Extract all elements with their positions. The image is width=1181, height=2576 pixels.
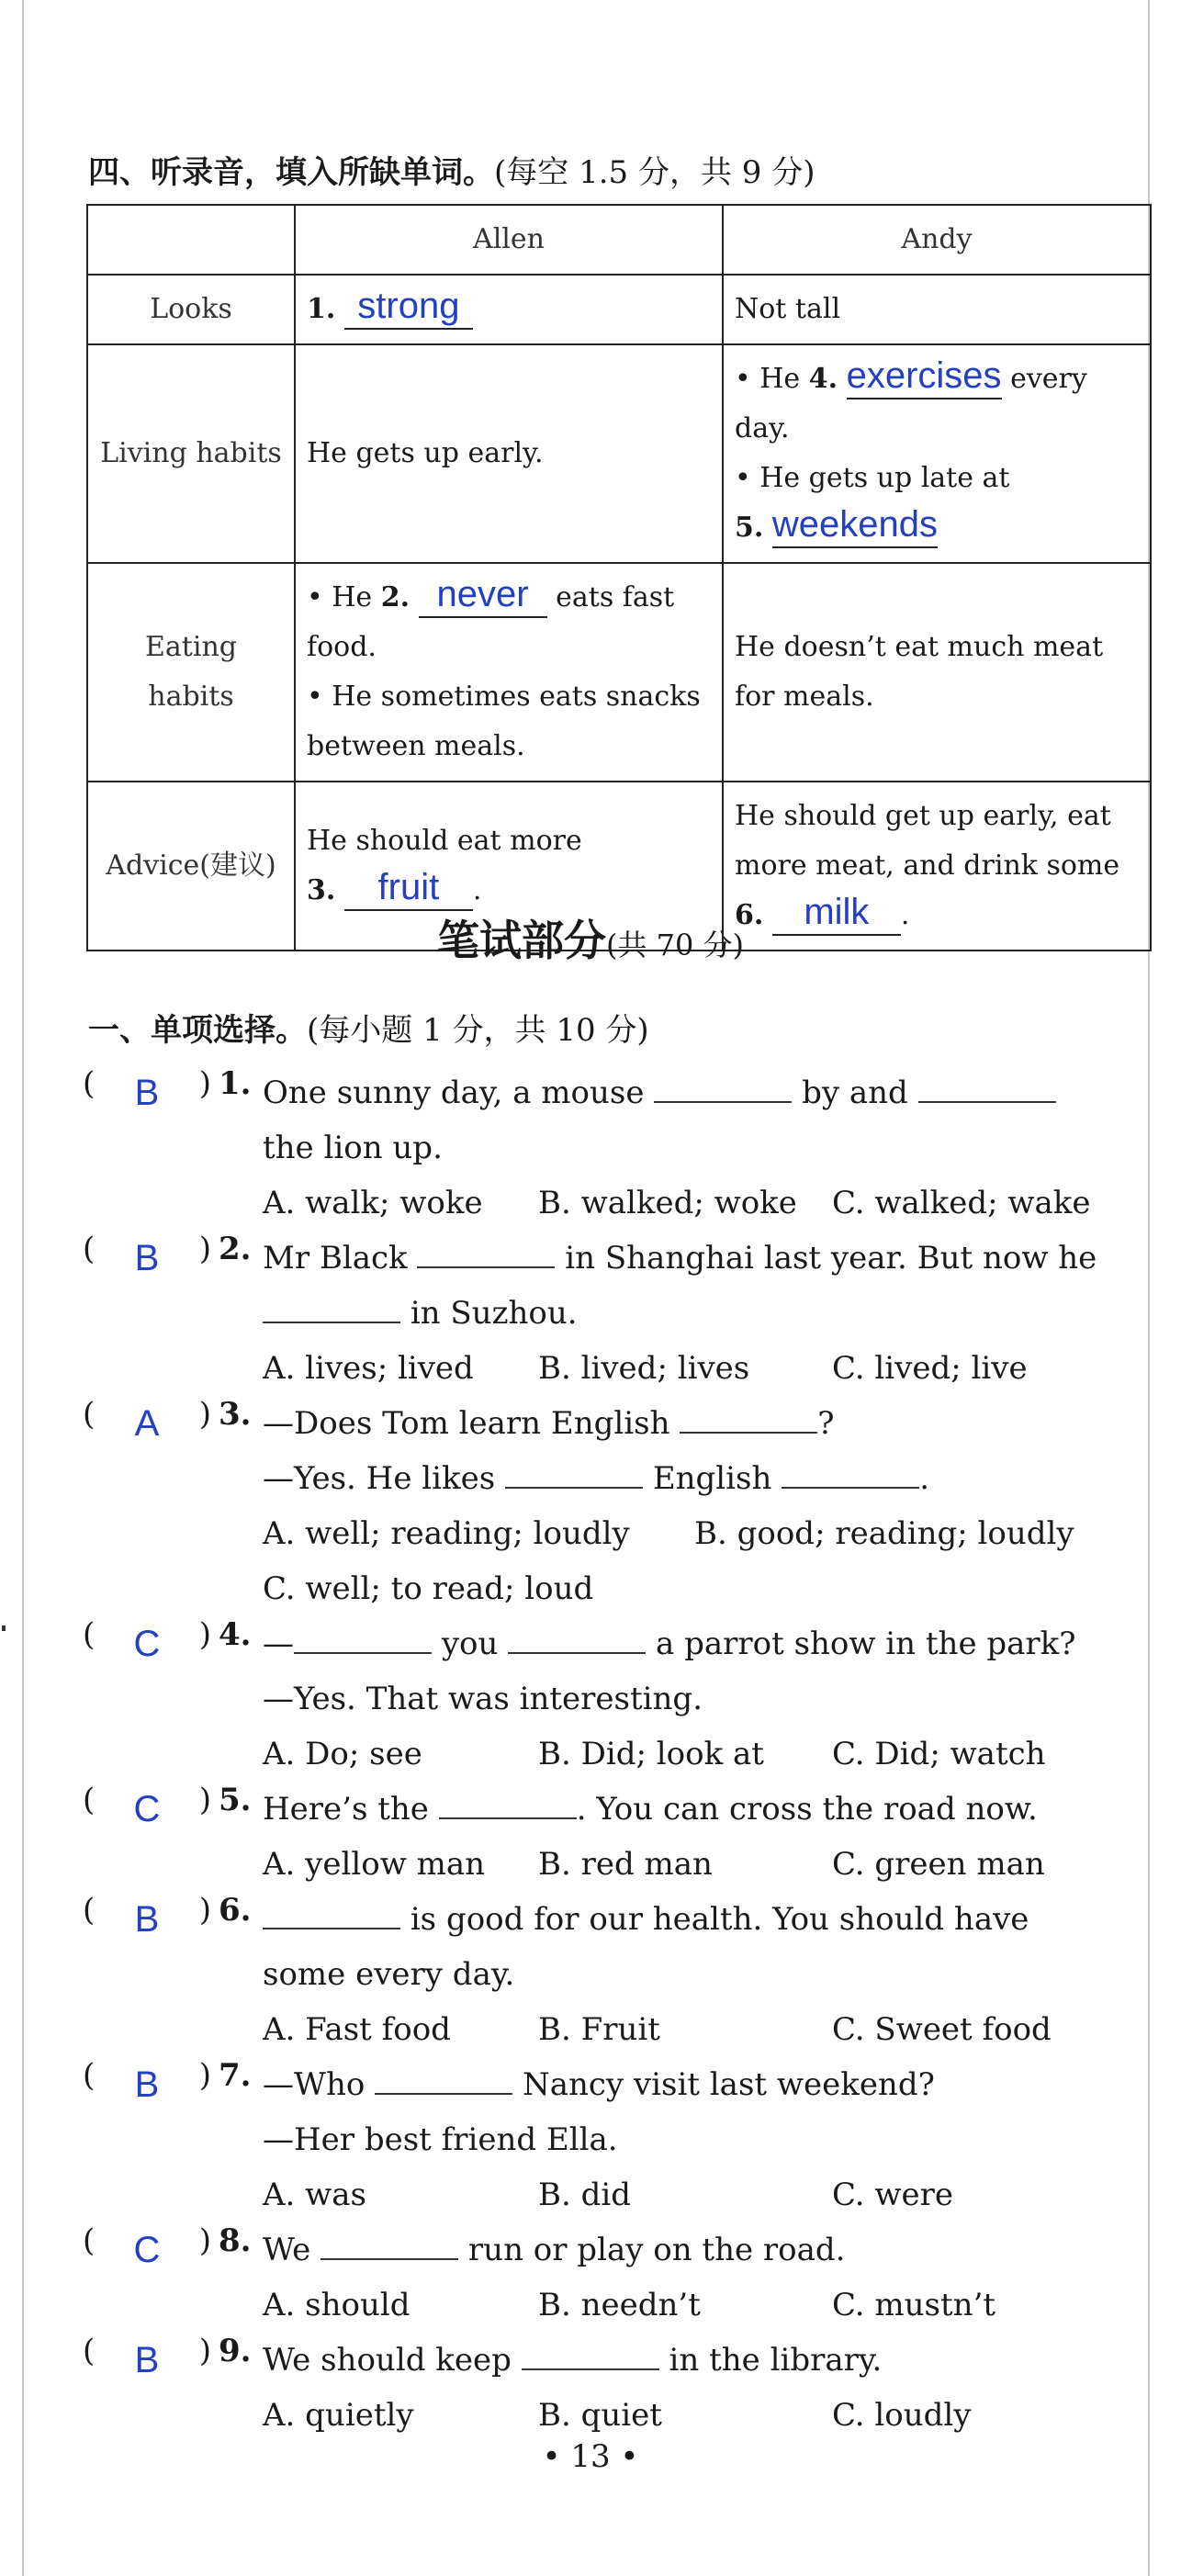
text: Here’s the xyxy=(263,1791,429,1828)
option-c[interactable]: C. walked; wake xyxy=(832,1185,1091,1221)
eating-allen-line-1 xyxy=(307,573,711,672)
eating-allen-line-2: • He sometimes eats snacks between meals. xyxy=(307,681,701,762)
options xyxy=(263,1341,1139,1396)
answer-letter: A xyxy=(134,1403,160,1444)
option-a[interactable]: A. should xyxy=(263,2287,411,2323)
margin-tick xyxy=(2,1625,6,1631)
blank[interactable] xyxy=(321,2231,458,2260)
question-number: 6. xyxy=(219,1892,252,1929)
header-allen: Allen xyxy=(295,205,723,275)
text: in Suzhou. xyxy=(410,1295,578,1332)
option-b[interactable]: B. lived; lives xyxy=(538,1350,750,1387)
options xyxy=(263,1837,1139,1892)
question-9 xyxy=(83,2333,1139,2443)
text: . xyxy=(919,1460,930,1497)
text: is good for our health. You should have xyxy=(410,1901,1029,1938)
question-2 xyxy=(83,1231,1139,1396)
question-number: 1. xyxy=(219,1065,252,1102)
question-number: 5. xyxy=(219,1782,252,1818)
text: We xyxy=(263,2232,311,2268)
text: —Yes. He likes xyxy=(263,1460,496,1497)
option-a[interactable]: A. quietly xyxy=(263,2397,414,2434)
answer-letter: C xyxy=(133,1789,161,1829)
text: . xyxy=(900,899,910,931)
question-1 xyxy=(83,1065,1139,1231)
question-list xyxy=(83,1065,1139,2443)
text: • He xyxy=(735,363,801,395)
blank[interactable] xyxy=(505,1459,643,1489)
written-note: (共 70 分) xyxy=(605,928,745,962)
answer-bracket[interactable]: ( B ) xyxy=(83,2333,211,2380)
handwritten-answer: strong xyxy=(357,286,460,326)
question-line xyxy=(263,1892,1139,1947)
options xyxy=(263,1506,1139,1561)
option-b[interactable]: B. walked; woke xyxy=(538,1185,797,1221)
row-label-living: Living habits xyxy=(87,344,295,563)
margin-line-left xyxy=(22,0,24,2576)
answer-letter: B xyxy=(134,1238,160,1278)
answer-letter: C xyxy=(133,1624,161,1664)
option-a[interactable]: A. was xyxy=(263,2177,366,2213)
question-line xyxy=(263,1286,1139,1341)
question-line xyxy=(263,1120,1139,1176)
text: eats fast food. xyxy=(307,581,675,663)
row-living xyxy=(87,344,1151,563)
row-label-looks: Looks xyxy=(87,275,295,344)
text: in the library. xyxy=(669,2342,883,2379)
option-c[interactable]: C. well; to read; loud xyxy=(263,1570,594,1607)
header-empty xyxy=(87,205,295,275)
question-line xyxy=(263,2333,1139,2388)
written-part-title xyxy=(0,907,1181,968)
option-a[interactable]: A. well; reading; loudly xyxy=(263,1515,630,1552)
choice-title xyxy=(88,1005,649,1050)
answer-bracket[interactable]: ( B ) xyxy=(83,2057,211,2105)
choice-note: (每小题 1 分，共 10 分) xyxy=(307,1012,649,1049)
question-6 xyxy=(83,1892,1139,2057)
row-label-advice: Advice(建议) xyxy=(87,782,295,951)
options xyxy=(263,1561,1139,1616)
text: —Her best friend Ella. xyxy=(263,2121,618,2158)
choice-title-text: 一、单项选择。 xyxy=(88,1012,307,1049)
option-a[interactable]: A. Do; see xyxy=(263,1736,422,1772)
option-c[interactable]: C. Did; watch xyxy=(832,1736,1046,1772)
option-a[interactable]: A. Fast food xyxy=(263,2011,451,2048)
text: every day. xyxy=(735,363,1087,444)
blank[interactable] xyxy=(522,2341,659,2370)
answer-blank-2[interactable] xyxy=(419,576,547,618)
page-number: • 13 • xyxy=(542,2438,639,2475)
text: He should eat more xyxy=(307,825,582,857)
options xyxy=(263,1727,1139,1782)
question-8 xyxy=(83,2222,1139,2333)
blank[interactable] xyxy=(263,1900,400,1929)
blank[interactable] xyxy=(680,1404,817,1434)
row-looks xyxy=(87,275,1151,344)
option-b[interactable]: B. red man xyxy=(538,1846,713,1883)
answer-bracket[interactable]: ( C ) xyxy=(83,1782,211,1829)
row-label-eating: Eating habits xyxy=(87,563,295,782)
listening-table xyxy=(86,204,1152,951)
answer-bracket[interactable]: ( A ) xyxy=(83,1396,211,1444)
answer-letter: B xyxy=(134,1899,160,1940)
option-b[interactable]: B. did xyxy=(538,2177,632,2213)
option-c[interactable]: C. were xyxy=(832,2177,954,2213)
blank[interactable] xyxy=(263,1294,400,1323)
text: • He gets up late at xyxy=(735,462,1010,494)
answer-bracket[interactable]: ( B ) xyxy=(83,1065,211,1113)
blank-number: 4. xyxy=(808,363,838,395)
living-andy-line-1 xyxy=(735,354,1139,454)
blank[interactable] xyxy=(375,2065,512,2095)
text: We should keep xyxy=(263,2342,512,2379)
answer-bracket[interactable]: ( C ) xyxy=(83,1616,211,1664)
row-eating xyxy=(87,563,1151,782)
handwritten-answer: weekends xyxy=(771,504,938,545)
text: Nancy visit last weekend? xyxy=(522,2066,935,2103)
text: in Shanghai last year. But now he xyxy=(565,1240,1097,1277)
question-7 xyxy=(83,2057,1139,2222)
text: — xyxy=(263,1625,294,1662)
answer-blank-1[interactable] xyxy=(344,287,473,330)
answer-letter: C xyxy=(133,2230,161,2270)
living-allen: He gets up early. xyxy=(295,344,723,563)
answer-blank-5[interactable] xyxy=(772,506,938,548)
blank-number: 6. xyxy=(735,899,764,931)
text: you xyxy=(441,1625,499,1662)
answer-letter: B xyxy=(134,2340,160,2380)
text: —Does Tom learn English xyxy=(263,1405,670,1442)
question-number: 7. xyxy=(219,2057,252,2094)
answer-letter: B xyxy=(134,1073,160,1113)
question-number: 3. xyxy=(219,1396,252,1433)
blank[interactable] xyxy=(654,1074,792,1103)
living-andy xyxy=(723,344,1151,563)
eating-andy: He doesn’t eat much meat for meals. xyxy=(723,563,1151,782)
text: the lion up. xyxy=(263,1130,443,1166)
question-line xyxy=(263,1947,1139,2002)
blank[interactable] xyxy=(439,1790,577,1819)
text: run or play on the road. xyxy=(467,2232,846,2268)
question-4 xyxy=(83,1616,1139,1782)
answer-bracket[interactable]: ( B ) xyxy=(83,1892,211,1940)
answer-letter: B xyxy=(134,2064,160,2105)
text: a parrot show in the park? xyxy=(656,1625,1076,1662)
option-b[interactable]: B. needn’t xyxy=(538,2287,701,2323)
question-line xyxy=(263,2112,1139,2167)
text: . You can cross the road now. xyxy=(576,1791,1038,1828)
options xyxy=(263,2278,1139,2333)
listening-note: (每空 1.5 分，共 9 分) xyxy=(494,154,815,191)
options xyxy=(263,2388,1139,2443)
blank[interactable] xyxy=(508,1625,646,1654)
listening-title xyxy=(88,147,815,192)
text: some every day. xyxy=(263,1956,515,1993)
question-number: 9. xyxy=(219,2333,252,2369)
living-andy-line-2 xyxy=(735,454,1139,553)
text: ? xyxy=(817,1405,835,1442)
option-a[interactable]: A. walk; woke xyxy=(263,1185,483,1221)
header-andy: Andy xyxy=(723,205,1151,275)
eating-allen xyxy=(295,563,723,782)
question-line xyxy=(263,1671,1139,1727)
table-header-row xyxy=(87,205,1151,275)
option-a[interactable]: A. yellow man xyxy=(263,1846,486,1883)
question-line xyxy=(263,1065,1139,1120)
question-line xyxy=(263,1231,1139,1286)
listening-title-text: 四、听录音，填入所缺单词。 xyxy=(88,154,494,191)
question-line xyxy=(263,2222,1139,2278)
blank[interactable] xyxy=(294,1625,432,1654)
blank-number: 2. xyxy=(380,581,411,613)
question-number: 4. xyxy=(219,1616,252,1653)
answer-bracket[interactable]: ( B ) xyxy=(83,1231,211,1278)
option-b[interactable]: B. Fruit xyxy=(538,2011,660,2048)
text: . xyxy=(472,874,482,906)
text: One sunny day, a mouse xyxy=(263,1074,645,1111)
question-5 xyxy=(83,1782,1139,1892)
text: • He xyxy=(307,581,373,613)
text: by and xyxy=(802,1074,908,1111)
options xyxy=(263,2002,1139,2057)
question-number: 8. xyxy=(219,2222,252,2259)
answer-blank-3[interactable] xyxy=(344,869,473,911)
option-c[interactable]: C. green man xyxy=(832,1846,1045,1883)
text: English xyxy=(652,1460,772,1497)
question-line xyxy=(263,1396,1139,1451)
question-3 xyxy=(83,1396,1139,1616)
question-number: 2. xyxy=(219,1231,252,1267)
answer-blank-4[interactable] xyxy=(847,357,1002,399)
text: Mr Black xyxy=(263,1240,408,1277)
blank-number: 3. xyxy=(307,874,336,906)
handwritten-answer: never xyxy=(436,574,529,614)
blank[interactable] xyxy=(782,1459,919,1489)
handwritten-answer: exercises xyxy=(846,355,1002,396)
handwritten-answer: milk xyxy=(804,892,870,932)
text: He should get up early, eat more meat, and drink some xyxy=(735,800,1120,882)
looks-andy: Not tall xyxy=(723,275,1151,344)
blank-number: 1. xyxy=(307,293,336,325)
handwritten-answer: fruit xyxy=(377,867,440,907)
text: —Who xyxy=(263,2066,366,2103)
option-b[interactable]: B. good; reading; loudly xyxy=(694,1515,1074,1552)
options xyxy=(263,2167,1139,2222)
question-line xyxy=(263,1782,1139,1837)
option-c[interactable]: C. mustn’t xyxy=(832,2287,996,2323)
option-c[interactable]: C. loudly xyxy=(832,2397,972,2434)
text: —Yes. That was interesting. xyxy=(263,1681,703,1717)
question-line xyxy=(263,1451,1139,1506)
question-line xyxy=(263,1616,1139,1671)
options xyxy=(263,1176,1139,1231)
option-b[interactable]: B. Did; look at xyxy=(538,1736,764,1772)
looks-allen xyxy=(295,275,723,344)
option-a[interactable]: A. lives; lived xyxy=(263,1350,474,1387)
option-c[interactable]: C. Sweet food xyxy=(832,2011,1052,2048)
blank[interactable] xyxy=(417,1239,555,1268)
blank[interactable] xyxy=(918,1074,1056,1103)
option-b[interactable]: B. quiet xyxy=(538,2397,662,2434)
written-title-text: 笔试部分 xyxy=(436,916,606,965)
option-c[interactable]: C. lived; live xyxy=(832,1350,1028,1387)
question-line xyxy=(263,2057,1139,2112)
answer-bracket[interactable]: ( C ) xyxy=(83,2222,211,2270)
blank-number: 5. xyxy=(735,512,764,544)
